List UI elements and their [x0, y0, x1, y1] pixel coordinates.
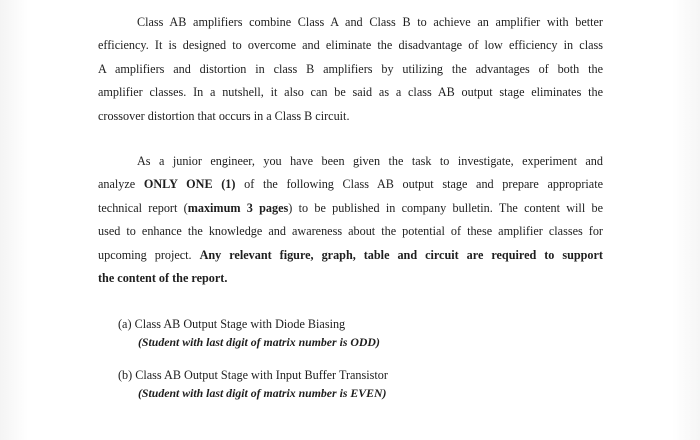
intro-paragraph — [98, 11, 603, 128]
intro-line-1: Class AB amplifiers combine Class A and Class B to achieve an amplifier with better — [137, 15, 603, 29]
task-paragraph — [98, 150, 603, 290]
only-one-emphasis: ONLY ONE (1) — [143, 177, 236, 192]
option-b — [118, 366, 388, 402]
option-a-title: (a) Class AB Output Stage with Diode Biasing — [118, 317, 346, 331]
option-b-note: (Student with last digit of matrix number is EVEN) — [138, 386, 387, 400]
task-line-1: As a junior engineer, you have been given the task to investigate, experiment and — [137, 154, 603, 168]
option-a — [118, 315, 380, 351]
intro-line-3: A amplifiers and distortion in class B amplifiers by utilizing the advantages of both the — [98, 61, 603, 76]
requirement-emphasis: Any relevant figure, graph, table and circuit are required to support — [199, 247, 603, 262]
max-pages-emphasis: maximum 3 pages — [187, 200, 289, 215]
requirement-emphasis-end: the content of the report. — [98, 270, 228, 285]
intro-line-5: crossover distortion that occurs in a Class B circuit. — [98, 108, 350, 123]
task-line-3-end: ) to be published in company bulletin. The content will be — [288, 200, 603, 215]
intro-line-4: amplifier classes. In a nutshell, it also can be said as a class AB output stage eliminates the — [98, 85, 603, 100]
task-line-2-end: of the following Class AB output stage and prepare appropriate — [235, 177, 603, 192]
task-line-4: used to enhance the knowledge and awareness about the potential of these amplifier classes for — [98, 224, 603, 239]
task-line-6 — [98, 267, 603, 290]
task-line-2 — [98, 173, 603, 196]
option-b-title: (b) Class AB Output Stage with Input Buffer Transistor — [118, 368, 388, 382]
task-line-3 — [98, 197, 603, 220]
option-a-note: (Student with last digit of matrix number is ODD) — [138, 335, 380, 349]
task-line-5-start: upcoming project. — [98, 247, 200, 262]
intro-line-2: efficiency. It is designed to overcome and eliminate the disadvantage of low efficiency in class — [98, 38, 603, 53]
task-line-2-start: analyze — [98, 177, 144, 192]
task-line-3-start: technical report ( — [98, 200, 188, 215]
task-line-5 — [98, 244, 603, 267]
